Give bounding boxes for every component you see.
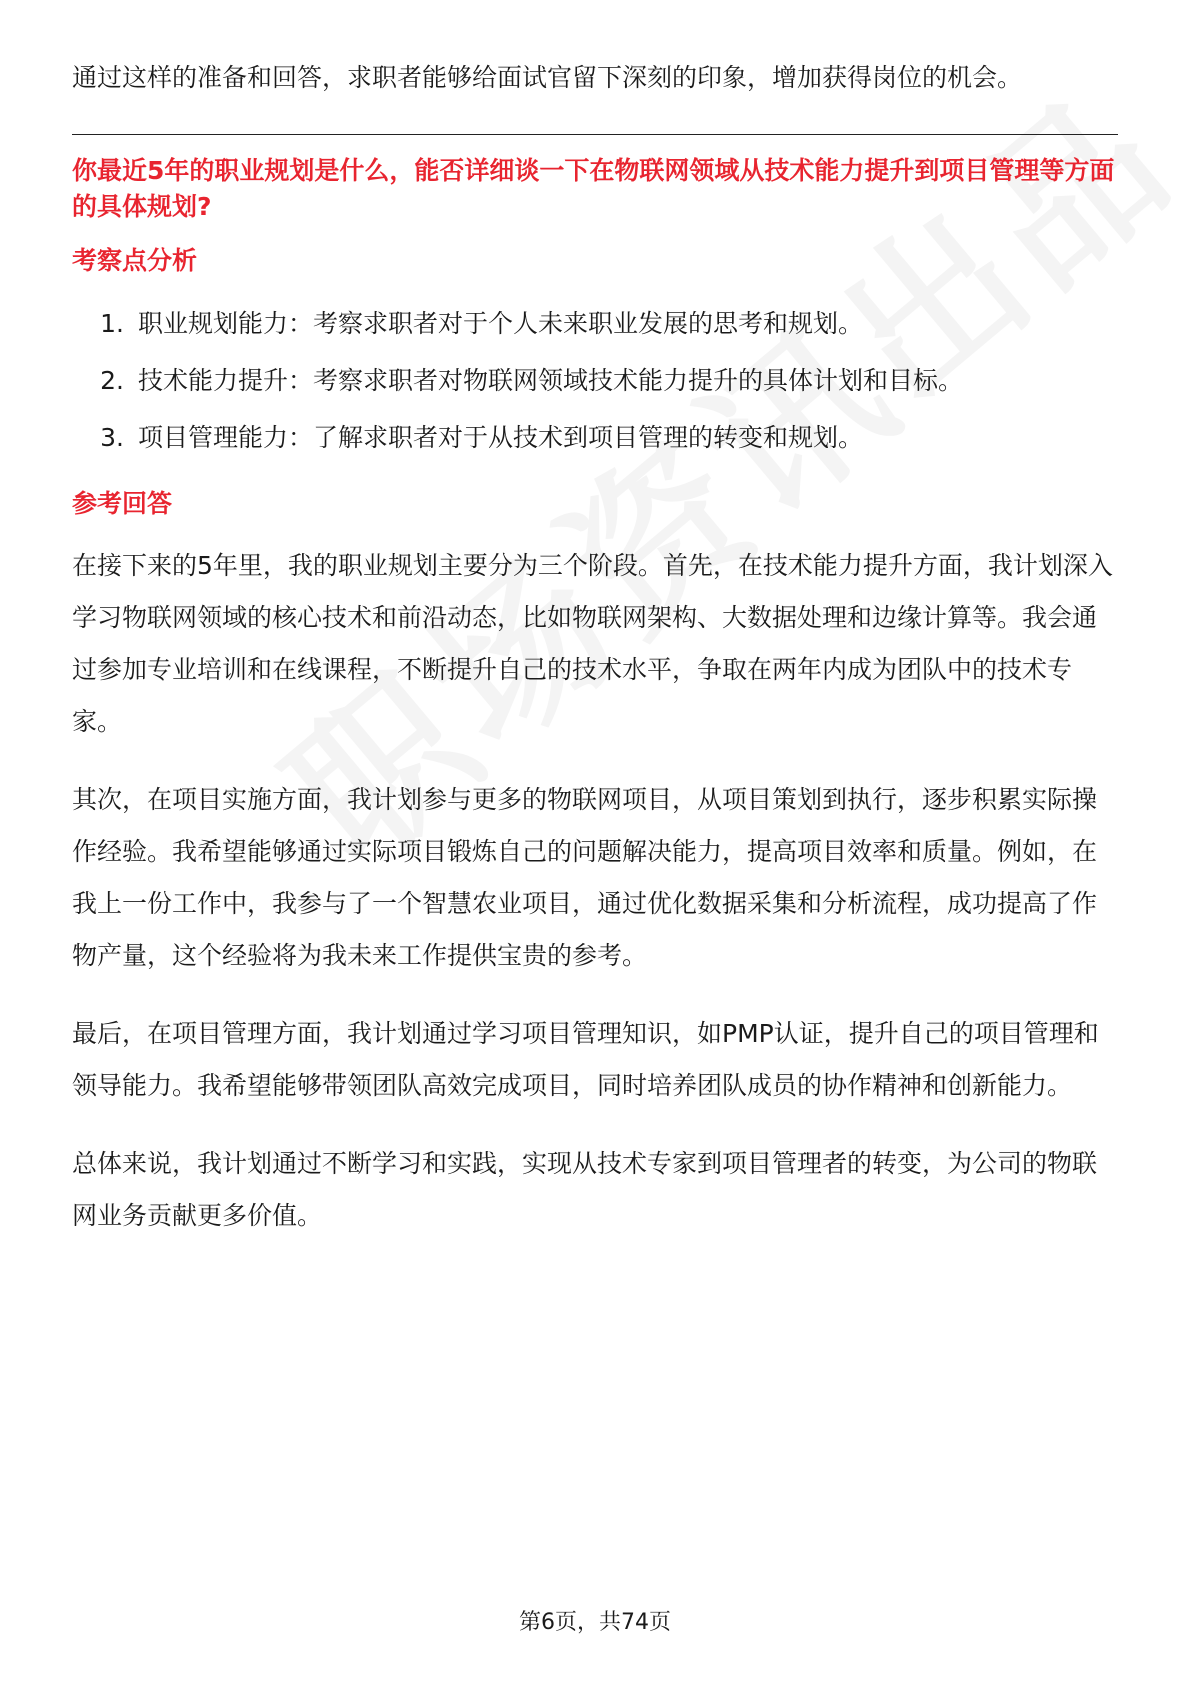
answer-paragraph: 在接下来的5年里，我的职业规划主要分为三个阶段。首先，在技术能力提升方面，我计划深入学习物联网领域的核心技术和前沿动态，比如物联网架构、大数据处理和边缘计算等。我会通过参加专业培训和在线课程，不断提升自己的技术水平，争取在两年内成为团队中的技术专家。: [72, 551, 1113, 736]
analysis-item-text: 技术能力提升：考察求职者对物联网领域技术能力提升的具体计划和目标。: [138, 366, 964, 395]
page-number-footer: 第6页，共74页: [519, 1610, 671, 1635]
answer-paragraph: 最后，在项目管理方面，我计划通过学习项目管理知识，如PMP认证，提升自己的项目管理和领导能力。我希望能够带领团队高效完成项目，同时培养团队成员的协作精神和创新能力。: [72, 1019, 1099, 1100]
answer-paragraph: 总体来说，我计划通过不断学习和实践，实现从技术专家到项目管理者的转变，为公司的物联网业务贡献更多价值。: [72, 1149, 1098, 1230]
analysis-item: [72, 295, 1118, 352]
analysis-item: [72, 352, 1118, 409]
analysis-item-number: 3.: [100, 423, 124, 452]
analysis-title: 考察点分析: [72, 246, 198, 275]
answer-paragraph: 其次，在项目实施方面，我计划参与更多的物联网项目，从项目策划到执行，逐步积累实际操作经验。我希望能够通过实际项目锻炼自己的问题解决能力，提高项目效率和质量。例如，在我上一份工作中，我参与了一个智慧农业项目，通过优化数据采集和分析流程，成功提高了作物产量，这个经验将为我未来工作提供宝贵的参考。: [72, 785, 1098, 970]
intro-tail-paragraph: 通过这样的准备和回答，求职者能够给面试官留下深刻的印象，增加获得岗位的机会。: [72, 63, 1023, 92]
question-heading: 你最近5年的职业规划是什么，能否详细谈一下在物联网领域从技术能力提升到项目管理等方面的具体规划?: [72, 156, 1115, 221]
document-page: [72, 52, 1118, 1242]
answer-title: 参考回答: [72, 489, 173, 518]
analysis-item-text: 职业规划能力：考察求职者对于个人未来职业发展的思考和规划。: [138, 309, 864, 338]
analysis-item: [72, 409, 1118, 466]
section-divider: [72, 134, 1118, 135]
analysis-list: [72, 295, 1118, 466]
analysis-item-text: 项目管理能力：了解求职者对于从技术到项目管理的转变和规划。: [138, 423, 864, 452]
analysis-item-number: 2.: [100, 366, 124, 395]
analysis-item-number: 1.: [100, 309, 124, 338]
